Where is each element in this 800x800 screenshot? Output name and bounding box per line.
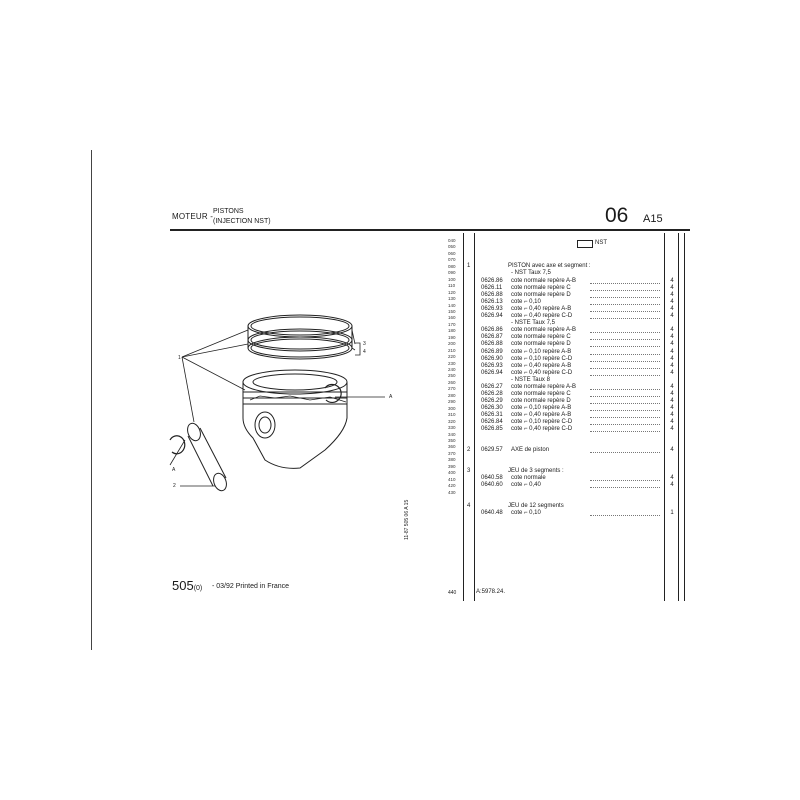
part-description: cote ⌐ 0,40 repère C-D: [511, 370, 573, 376]
line-number: 430: [448, 489, 456, 495]
part-number: 0640.60: [481, 482, 503, 488]
page-subtitle: (INJECTION NST): [213, 218, 271, 225]
line-number: 330: [448, 425, 456, 431]
callout-a-right: A: [389, 394, 393, 400]
part-description: AXE de piston: [511, 447, 550, 453]
part-ref: 3: [467, 468, 471, 474]
part-quantity: 4: [670, 356, 674, 362]
part-number: 0640.58: [481, 475, 503, 481]
line-number: 090: [448, 270, 456, 276]
line-number: 400: [448, 470, 456, 476]
leader-dots: [590, 297, 660, 298]
leader-dots: [590, 304, 660, 305]
piston-pin-drawing: [185, 421, 228, 492]
line-number: 100: [448, 276, 456, 282]
part-quantity: 4: [670, 419, 674, 425]
part-number: 0626.90: [481, 356, 503, 362]
part-number: 0626.11: [481, 285, 503, 291]
leader-dots: [590, 368, 660, 369]
part-quantity: 4: [670, 412, 674, 418]
callout-a-left: A: [172, 467, 176, 473]
part-quantity: 4: [670, 482, 674, 488]
leader-dots: [590, 332, 660, 333]
leader-dots: [590, 283, 660, 284]
line-number: 350: [448, 437, 456, 443]
part-description: cote ⌐ 0,10 repère C-D: [511, 419, 573, 425]
piston-rings-drawing: [248, 315, 352, 359]
line-number: 180: [448, 328, 456, 334]
part-number: 0626.93: [481, 306, 503, 312]
part-number: 0626.31: [481, 412, 503, 418]
part-description: cote ⌐ 0,10: [511, 299, 541, 305]
line-number: 220: [448, 354, 456, 360]
part-number: 0626.89: [481, 349, 503, 355]
line-number: 340: [448, 431, 456, 437]
line-number: 250: [448, 373, 456, 379]
part-number: 0626.27: [481, 384, 503, 390]
part-description: cote ⌐ 0,10: [511, 510, 541, 516]
part-number: 0626.93: [481, 363, 503, 369]
line-number: 290: [448, 399, 456, 405]
line-number: 280: [448, 392, 456, 398]
part-number: 0640.48: [481, 510, 503, 516]
part-quantity: 4: [670, 313, 674, 319]
line-number: 360: [448, 444, 456, 450]
leader-dots: [590, 452, 660, 453]
part-number: 0626.84: [481, 419, 503, 425]
leader-lines: [170, 330, 385, 486]
line-number: 140: [448, 302, 456, 308]
leader-dots: [590, 417, 660, 418]
leader-dots: [590, 487, 660, 488]
header-rule: [170, 229, 690, 231]
part-description: cote ⌐ 0,10 repère A-B: [511, 349, 572, 355]
line-number: 080: [448, 263, 456, 269]
part-quantity: 4: [670, 370, 674, 376]
part-description: JEU de 3 segments :: [508, 468, 564, 474]
part-quantity: 4: [670, 306, 674, 312]
column-rule-ref: [474, 233, 475, 601]
group-number: 06: [605, 204, 629, 227]
part-quantity: 4: [670, 299, 674, 305]
part-quantity: 4: [670, 285, 674, 291]
part-ref: 2: [467, 447, 471, 453]
part-ref: 1: [467, 263, 471, 269]
part-description: JEU de 12 segments: [508, 503, 564, 509]
side-stamp: 11-87 505 06 A 15: [404, 499, 410, 540]
leader-dots: [590, 403, 660, 404]
part-number: 0626.13: [481, 299, 503, 305]
piston-exploded-diagram: [150, 300, 410, 500]
leader-dots: [590, 375, 660, 376]
leader-dots: [590, 346, 660, 347]
leader-dots: [590, 389, 660, 390]
line-number: 040: [448, 238, 456, 243]
part-number: 0626.30: [481, 405, 503, 411]
part-number: 0626.28: [481, 391, 503, 397]
part-description: cote normale repère A-B: [511, 384, 577, 390]
part-description: PISTON avec axe et segment :: [508, 263, 591, 269]
part-description: cote ⌐ 0,10 repère C-D: [511, 356, 573, 362]
part-number: 0626.87: [481, 334, 503, 340]
part-quantity: 4: [670, 426, 674, 432]
part-number: 0626.86: [481, 278, 503, 284]
leader-dots: [590, 424, 660, 425]
leader-dots: [590, 311, 660, 312]
part-quantity: 4: [670, 398, 674, 404]
line-number: 120: [448, 289, 456, 295]
part-description: - NSTE Taux 7,5: [511, 320, 555, 326]
part-quantity: 4: [670, 327, 674, 333]
part-quantity: 4: [670, 363, 674, 369]
line-number: 270: [448, 386, 456, 392]
line-number: 380: [448, 457, 456, 463]
line-number: 210: [448, 347, 456, 353]
line-number: 200: [448, 341, 456, 347]
part-description: cote normale repère A-B: [511, 278, 577, 284]
line-number: 050: [448, 244, 456, 250]
line-number: 060: [448, 250, 456, 256]
part-number: 0626.85: [481, 426, 503, 432]
page-title: PISTONS: [213, 208, 244, 215]
leader-dots: [590, 515, 660, 516]
part-description: cote ⌐ 0,40 repère A-B: [511, 306, 572, 312]
part-description: cote normale repère C: [511, 285, 571, 291]
part-number: 0626.86: [481, 327, 503, 333]
line-number: 190: [448, 334, 456, 340]
part-description: cote ⌐ 0,40 repère C-D: [511, 313, 573, 319]
part-description: cote ⌐ 0,10 repère A-B: [511, 405, 572, 411]
line-number: 410: [448, 476, 456, 482]
part-description: cote ⌐ 0,40: [511, 482, 541, 488]
part-quantity: 4: [670, 447, 674, 453]
line-number: 230: [448, 360, 456, 366]
line-number: 150: [448, 308, 456, 314]
leader-dots: [590, 410, 660, 411]
part-description: cote ⌐ 0,40 repère A-B: [511, 363, 572, 369]
leader-dots: [590, 339, 660, 340]
part-quantity: 4: [670, 405, 674, 411]
part-quantity: 4: [670, 349, 674, 355]
part-description: - NST Taux 7,5: [511, 270, 551, 276]
part-number: 0629.57: [481, 447, 503, 453]
nst-badge-icon: [577, 240, 593, 248]
line-number: 160: [448, 315, 456, 321]
part-quantity: 1: [670, 510, 674, 516]
callout-1: 1: [178, 355, 181, 361]
footer-model-number: 505: [172, 578, 194, 593]
line-number: 320: [448, 418, 456, 424]
part-description: cote normale repère D: [511, 341, 571, 347]
line-number: 300: [448, 405, 456, 411]
part-description: cote normale repère D: [511, 292, 571, 298]
column-rule-linenum: [463, 233, 464, 601]
callout-4: 4: [363, 349, 366, 355]
part-number: 0626.88: [481, 292, 503, 298]
part-number: 0626.88: [481, 341, 503, 347]
column-rule-qty-left: [664, 233, 665, 601]
part-description: cote normale repère A-B: [511, 327, 577, 333]
section-label: MOTEUR -: [172, 212, 214, 221]
leader-dots: [590, 318, 660, 319]
page-code: A15: [643, 213, 663, 225]
footer-line-number: 440: [448, 590, 457, 596]
part-description: cote normale repère D: [511, 398, 571, 404]
leader-dots: [590, 431, 660, 432]
left-margin-line: [91, 150, 92, 650]
line-number: 130: [448, 296, 456, 302]
callout-2: 2: [173, 483, 176, 489]
part-number: 0626.29: [481, 398, 503, 404]
part-quantity: 4: [670, 334, 674, 340]
part-ref: 4: [467, 503, 471, 509]
line-number: 260: [448, 379, 456, 385]
line-number: 310: [448, 412, 456, 418]
column-rule-qty-right: [678, 233, 679, 601]
footer-reference: A:5978.24.: [476, 589, 506, 595]
line-number: 240: [448, 367, 456, 372]
part-description: cote normale repère C: [511, 334, 571, 340]
part-quantity: 4: [670, 391, 674, 397]
column-rule-edge: [684, 233, 685, 601]
leader-dots: [590, 396, 660, 397]
part-description: - NSTE Taux 8: [511, 377, 550, 383]
line-number: 420: [448, 483, 456, 489]
leader-dots: [590, 354, 660, 355]
part-quantity: 4: [670, 341, 674, 347]
line-number: 170: [448, 321, 456, 327]
line-number: 070: [448, 257, 456, 263]
part-quantity: 4: [670, 292, 674, 298]
part-quantity: 4: [670, 384, 674, 390]
line-number: 390: [448, 463, 456, 469]
part-description: cote ⌐ 0,40 repère A-B: [511, 412, 572, 418]
leader-dots: [590, 480, 660, 481]
part-number: 0626.94: [481, 313, 503, 319]
part-number: 0626.94: [481, 370, 503, 376]
line-number: 110: [448, 283, 456, 289]
footer-print-info: - 03/92 Printed in France: [212, 583, 290, 590]
part-description: cote ⌐ 0,40 repère C-D: [511, 426, 573, 432]
part-description: cote normale: [511, 475, 546, 481]
part-quantity: 4: [670, 475, 674, 481]
line-number: 370: [448, 450, 456, 456]
leader-dots: [590, 290, 660, 291]
callout-3: 3: [363, 341, 366, 347]
nst-badge-label: NST: [595, 240, 607, 246]
part-quantity: 4: [670, 278, 674, 284]
footer-model: [172, 578, 202, 593]
part-description: cote normale repère C: [511, 391, 571, 397]
leader-dots: [590, 361, 660, 362]
footer-model-suffix: (0): [193, 585, 203, 592]
bracket-3-4: [355, 343, 360, 355]
